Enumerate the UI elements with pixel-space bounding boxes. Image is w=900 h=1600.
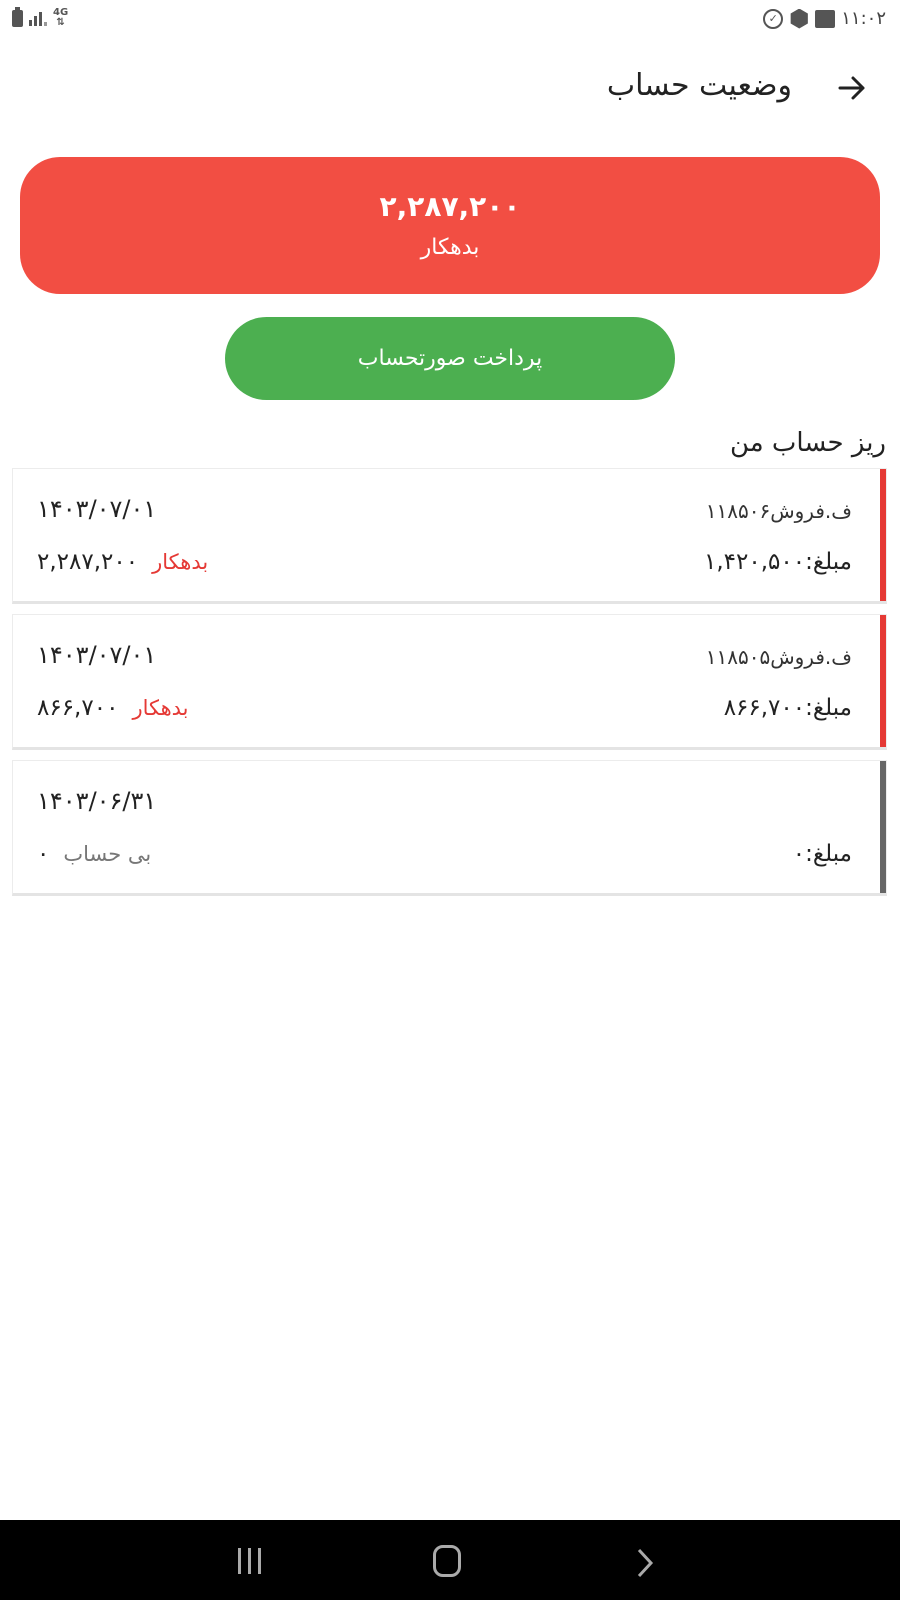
ledger-balance-value: ۸۶۶,۷۰۰: [37, 695, 119, 721]
vpn-icon: ✓: [763, 9, 783, 29]
ledger-invoice-title: ف.فروش۱۱۸۵۰۶: [705, 499, 852, 523]
ledger-balance-value: ۲,۲۸۷,۲۰۰: [37, 549, 139, 575]
arrow-right-icon: [832, 68, 872, 108]
balance-amount: ۲,۲۸۷,۲۰۰: [379, 190, 521, 223]
ledger-date: ۱۴۰۳/۰۷/۰۱: [37, 495, 157, 523]
ledger-balance: [37, 549, 208, 575]
ledger-balance: [37, 695, 189, 721]
ledger-invoice-title: ف.فروش۱۱۸۵۰۵: [705, 645, 852, 669]
ledger-balance-value: ۰: [37, 841, 50, 867]
status-left: [12, 8, 68, 28]
ledger-amount: مبلغ:۱,۴۲۰,۵۰۰: [704, 549, 852, 575]
ledger-balance-status: بی حساب: [63, 842, 152, 866]
balance-card: [20, 157, 880, 294]
ledger-card[interactable]: [12, 468, 887, 604]
back-button[interactable]: [832, 68, 872, 108]
section-title: ریز حساب من: [729, 428, 886, 458]
status-stripe: [880, 615, 886, 747]
battery-icon: [12, 10, 23, 27]
status-right: [763, 8, 886, 29]
ledger-date: ۱۴۰۳/۰۶/۳۱: [37, 787, 157, 815]
balance-status: بدهکار: [420, 235, 480, 260]
network-type: 4G ⇅: [53, 7, 69, 28]
pay-bill-button[interactable]: پرداخت صورتحساب: [225, 317, 675, 400]
signal-icon: [29, 10, 47, 26]
ledger-balance-status: بدهکار: [132, 696, 189, 720]
ledger-amount: مبلغ:۸۶۶,۷۰۰: [723, 695, 852, 721]
ledger-amount: مبلغ:۰: [792, 841, 852, 867]
shield-icon: [789, 9, 809, 29]
ledger-card[interactable]: [12, 760, 887, 896]
chevron-right-icon[interactable]: [636, 1548, 654, 1582]
ledger-balance: [37, 841, 151, 867]
gallery-icon: [815, 10, 835, 28]
status-bar: [0, 0, 900, 42]
app-header: [0, 52, 900, 122]
status-stripe: [880, 761, 886, 893]
page-title: وضعیت حساب: [606, 68, 792, 103]
system-nav-bar: [0, 1520, 900, 1600]
ledger-card[interactable]: [12, 614, 887, 750]
status-stripe: [880, 469, 886, 601]
ledger-date: ۱۴۰۳/۰۷/۰۱: [37, 641, 157, 669]
status-time: ۱۱:۰۲: [841, 8, 886, 29]
recents-icon[interactable]: [238, 1548, 261, 1574]
ledger-balance-status: بدهکار: [152, 550, 209, 574]
home-icon[interactable]: [433, 1545, 461, 1577]
